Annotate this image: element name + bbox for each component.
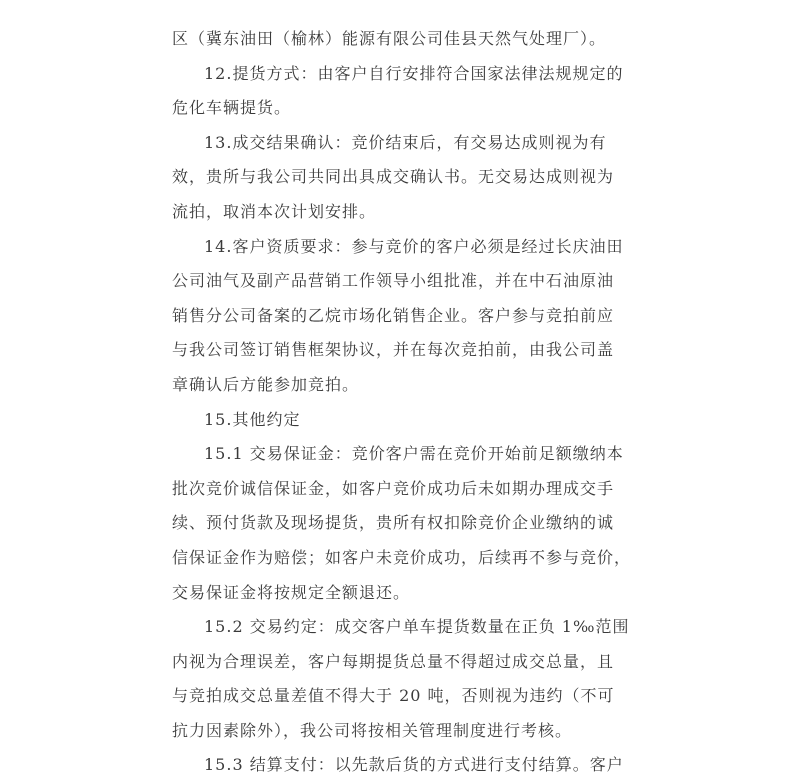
text-line: 12.提货方式：由客户自行安排符合国家法律法规规定的 [204, 63, 624, 83]
section-heading: 15.其他约定 [204, 409, 301, 429]
document-page [172, 22, 632, 783]
text-line: 与竞拍成交总量差值不得大于 20 吨，否则视为违约（不可 [172, 686, 615, 706]
text-line: 流拍，取消本次计划安排。 [172, 201, 377, 221]
text-line: 续、预付货款及现场提货，贵所有权扣除竞价企业缴纳的诚 [172, 513, 615, 533]
text-line: 抗力因素除外），我公司将按相关管理制度进行考核。 [172, 720, 573, 740]
text-line: 章确认后方能参加竞拍。 [172, 374, 360, 394]
text-line: 效，贵所与我公司共同出具成交确认书。无交易达成则视为 [172, 167, 615, 187]
text-line: 内视为合理误差，客户每期提货总量不得超过成交总量，且 [172, 651, 615, 671]
text-line: 15.2 交易约定：成交客户单车提货数量在正负 1‰范围 [204, 617, 630, 637]
text-line: 15.1 交易保证金：竞价客户需在竞价开始前足额缴纳本 [204, 444, 624, 464]
text-line: 批次竞价诚信保证金，如客户竞价成功后未如期办理成交手 [172, 478, 615, 498]
text-line: 15.3 结算支付：以先款后货的方式进行支付结算。客户 [204, 755, 624, 775]
text-line: 与我公司签订销售框架协议，并在每次竞拍前，由我公司盖 [172, 340, 615, 360]
text-line: 交易保证金将按规定全额退还。 [172, 582, 411, 602]
text-line: 信保证金作为赔偿；如客户未竞价成功，后续再不参与竞价， [172, 547, 632, 567]
text-line: 公司油气及副产品营销工作领导小组批准，并在中石油原油 [172, 271, 615, 291]
text-line: 销售分公司备案的乙烷市场化销售企业。客户参与竞拍前应 [172, 305, 615, 325]
text-line: 危化车辆提货。 [172, 98, 292, 118]
text-line: 13.成交结果确认：竞价结束后，有交易达成则视为有 [204, 132, 607, 152]
text-line: 14.客户资质要求：参与竞价的客户必须是经过长庆油田 [204, 236, 624, 256]
text-line: 区（冀东油田（榆林）能源有限公司佳县天然气处理厂）。 [172, 29, 607, 48]
